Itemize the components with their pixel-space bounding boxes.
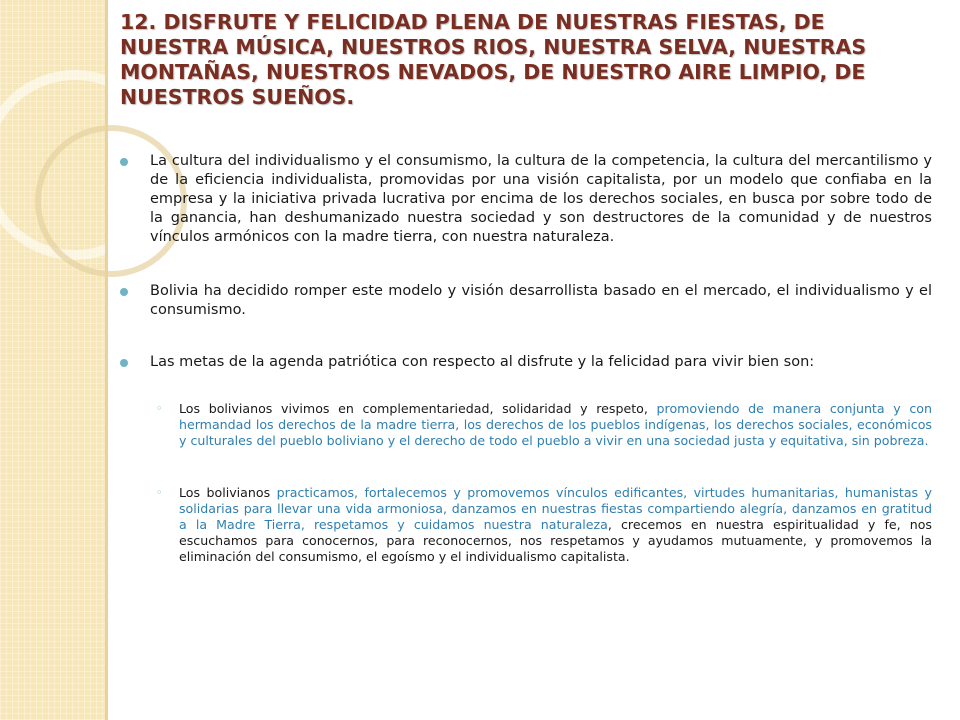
bullet-item (120, 353, 932, 372)
sub-bullet-highlight: practicamos, fortalecemos y promovemos vínculos edificantes, virtudes humanitarias, humanistas y solidarias para llevar una vida armoniosa, danzamos en nuestras fiestas compartiendo alegría, danzamos en gratitud a la Madre Tierra, respetamos y cuidamos nuestra naturaleza (179, 485, 932, 532)
bullet-item (120, 152, 932, 247)
bullet-dot-icon (120, 359, 128, 367)
sub-bullet-item (150, 401, 932, 449)
sub-bullet-end: , crecemos en nuestra espiritualidad y fe, nos escuchamos para conocernos, para reconocernos, nos respetamos y ayudamos mutuamente, y promovemos la eliminación del consumismo, el egoísmo y el individualismo capitalista. (179, 517, 932, 564)
side-band-edge (105, 0, 108, 720)
bullet-dot-icon (120, 158, 128, 166)
bullet-text: Las metas de la agenda patriótica con respecto al disfrute y la felicidad para vivir bien son: (150, 354, 815, 370)
slide-title: 12. DISFRUTE Y FELICIDAD PLENA DE NUESTRAS FIESTAS, DE NUESTRA MÚSICA, NUESTROS RIOS, NUESTRA SELVA, NUESTRAS MONTAÑAS, NUESTROS NEVADOS, DE NUESTRO AIRE LIMPIO, DE NUESTROS SUEÑOS. (120, 10, 867, 109)
slide-content (120, 152, 932, 565)
decorative-side-band (0, 0, 105, 720)
circle-bullet-icon: ◦ (156, 402, 163, 415)
bullet-item (120, 282, 932, 320)
sub-bullet-text: Los bolivianos vivimos en complementariedad, solidaridad y respeto, (179, 401, 657, 416)
circle-bullet-icon: ◦ (156, 486, 163, 499)
bullet-text: Bolivia ha decidido romper este modelo y visión desarrollista basado en el mercado, el individualismo y el consumismo. (150, 283, 932, 318)
sub-bullet-item (150, 485, 932, 565)
sub-bullet-text: Los bolivianos (179, 485, 277, 500)
bullet-text: La cultura del individualismo y el consumismo, la cultura de la competencia, la cultura del mercantilismo y de la eficiencia individualista, promovidas por una visión capitalista, por un modelo que confiaba en la empresa y la iniciativa privada lucrativa por encima de los derechos sociales, en busca por sobre todo de la ganancia, han deshumanizado nuestra sociedad y son destructores de la comunidad y de nuestros vínculos armónicos con la madre tierra, con nuestra naturaleza. (150, 153, 932, 245)
sub-bullet-highlight: promoviendo de manera conjunta y con hermandad los derechos de la madre tierra, los derechos de los pueblos indígenas, los derechos sociales, económicos y culturales del pueblo boliviano y el derecho de todo el pueblo a vivir en una sociedad justa y equitativa, sin pobreza (179, 401, 932, 448)
sub-bullet-end: . (924, 433, 929, 448)
bullet-dot-icon (120, 288, 128, 296)
